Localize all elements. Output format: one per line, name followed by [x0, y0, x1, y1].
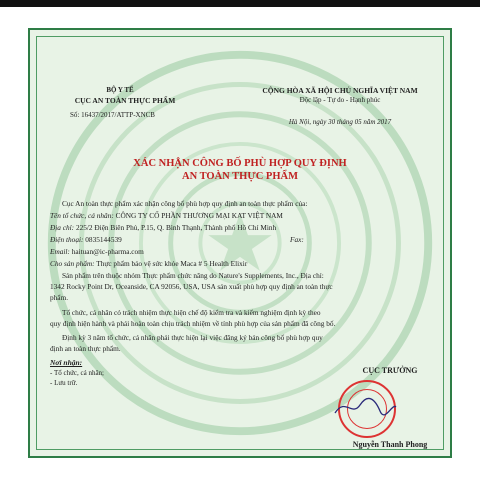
org-label: Tên tổ chức, cá nhân: — [50, 211, 114, 220]
ministry-name: BỘ Y TẾ — [106, 86, 134, 94]
place-and-date: Hà Nội, ngày 30 tháng 05 năm 2017 — [288, 118, 392, 126]
email-value: haituan@ic-pharma.com — [71, 247, 144, 256]
paragraph3-line1: Định kỳ 3 năm tổ chức, cá nhân phải thực hiện lại việc đăng ký bản công bố phù hợp quy — [62, 333, 323, 342]
document-title-line1: XÁC NHẬN CÔNG BỐ PHÙ HỢP QUY ĐỊNH — [133, 158, 347, 169]
address-label: Địa chỉ: — [50, 223, 75, 232]
product-label: Cho sản phẩm: — [50, 259, 95, 268]
intro-text: Cục An toàn thực phẩm xác nhận công bố phù hợp quy định an toàn thực phẩm của: — [62, 199, 308, 208]
recipients-label: Nơi nhận: — [50, 358, 83, 367]
paragraph2-line2: quy định hiện hành và phải hoàn toàn chịu trách nhiệm về tính phù hợp của sản phẩm đã công bố. — [50, 319, 336, 328]
handwritten-signature — [330, 395, 400, 420]
paragraph1-line2: 1342 Rocky Point Dr, Oceanside, CA 92056, USA, USA sản xuất phù hợp quy định an toàn thực — [50, 282, 333, 291]
phone-label: Điện thoại: — [50, 235, 84, 244]
department-name: CỤC AN TOÀN THỰC PHẨM — [74, 96, 176, 105]
paragraph2-line1: Tổ chức, cá nhân có trách nhiệm thực hiện chế độ kiểm tra và kiểm nghiệm định kỳ theo — [62, 308, 321, 317]
top-dark-bar — [0, 0, 480, 7]
signer-position: CỤC TRƯỞNG — [362, 366, 418, 375]
org-value: CÔNG TY CỔ PHẦN THƯƠNG MẠI KAT VIỆT NAM — [115, 211, 283, 220]
address-value: 225/2 Điện Biên Phủ, P.15, Q. Bình Thạnh, Thành phố Hồ Chí Minh — [75, 223, 277, 232]
country-name: CỘNG HÒA XÃ HỘI CHỦ NGHĨA VIỆT NAM — [262, 86, 418, 95]
paragraph3-line2: định an toàn thực phẩm. — [50, 344, 121, 353]
recipient-item-1: - Tổ chức, cá nhân; — [50, 369, 105, 377]
email-label: Email: — [50, 247, 70, 256]
national-motto: Độc lập - Tự do - Hạnh phúc — [299, 96, 381, 104]
phone-value: 0835144539 — [85, 235, 122, 244]
document-number: Số: 16437/2017/ATTP-XNCB — [70, 111, 155, 119]
fax-label: Fax: — [290, 235, 304, 244]
paragraph1-line1: Sản phẩm trên thuộc nhóm Thực phẩm chức năng do Nature's Supplements, Inc., Địa chỉ: — [62, 271, 324, 280]
signer-name: Nguyễn Thanh Phong — [352, 440, 428, 449]
product-value: Thực phẩm bảo vệ sức khỏe Maca # 5 Health Elixir — [96, 259, 248, 268]
recipient-item-2: - Lưu trữ. — [50, 379, 78, 387]
paragraph1-line3: phẩm. — [50, 293, 69, 302]
document-title-line2: AN TOÀN THỰC PHẨM — [182, 171, 298, 182]
